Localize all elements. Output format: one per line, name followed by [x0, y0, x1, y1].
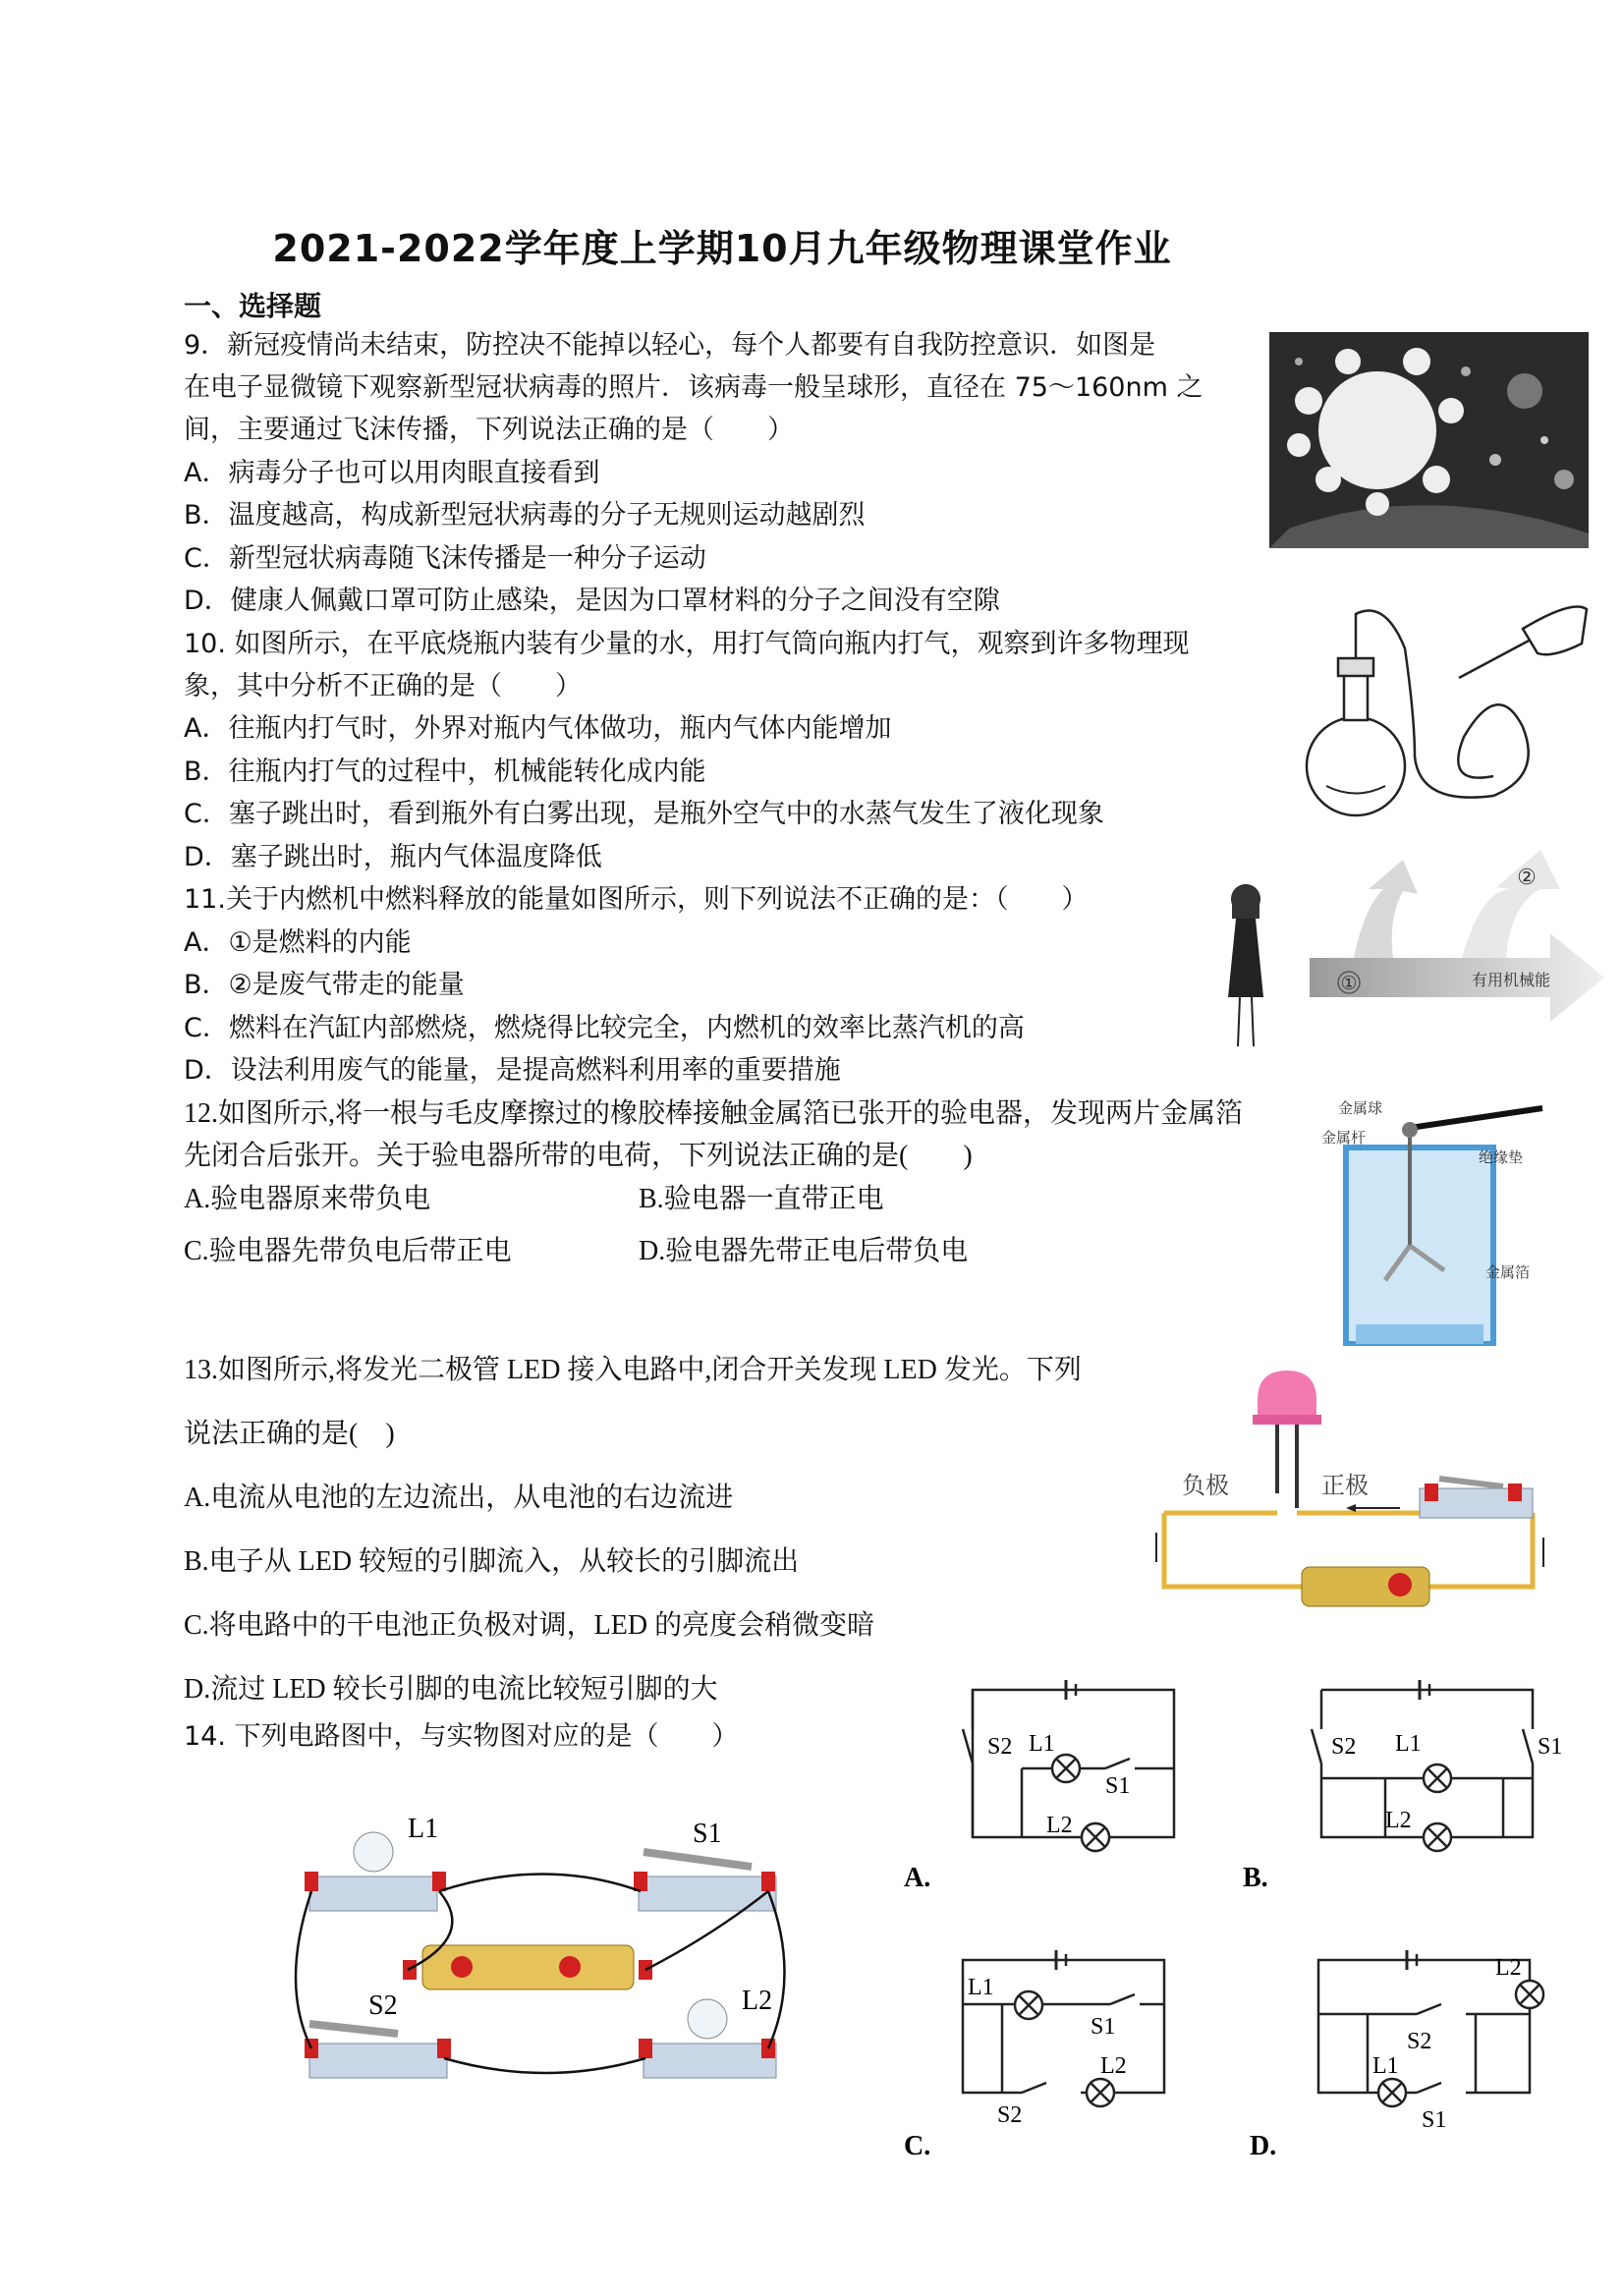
q10-line-1: 10. 如图所示，在平底烧瓶内装有少量的水，用打气筒向瓶内打气，观察到许多物理现: [184, 629, 1190, 659]
q9-line-3: 间，主要通过飞沫传播，下列说法正确的是（ ）: [184, 415, 794, 445]
q11-option-c: C．燃料在汽缸内部燃烧，燃烧得比较完全，内燃机的效率比蒸汽机的高: [184, 1013, 1025, 1043]
q9-option-b: B．温度越高，构成新型冠状病毒的分子无规则运动越剧烈: [184, 500, 866, 531]
choice-a: A.: [904, 1863, 931, 1893]
q10-option-a: A．往瓶内打气时，外界对瓶内气体做功，瓶内气体内能增加: [184, 713, 892, 744]
circuit-c-label-s2: S2: [997, 2102, 1023, 2128]
q14-line-1: 14. 下列电路图中，与实物图对应的是（ ）: [184, 1721, 739, 1752]
label-metal-foil: 金属箔: [1485, 1265, 1531, 1281]
circuit-option-c: [889, 1940, 1194, 2166]
circuit-option-d: [1240, 1940, 1564, 2166]
virus-photo: [1269, 332, 1589, 548]
electroscope-figure: [1316, 1089, 1547, 1346]
q13-option-d: D.流过 LED 较长引脚的电流比较短引脚的大: [184, 1674, 718, 1705]
physical-label-s2: S2: [368, 1990, 398, 2021]
label-negative: 负极: [1182, 1474, 1229, 1499]
q13-option-b: B.电子从 LED 较短的引脚流入，从较长的引脚流出: [184, 1546, 800, 1577]
circuit-d-label-l2: L2: [1495, 1955, 1522, 1981]
q11-option-a: A．①是燃料的内能: [184, 927, 412, 958]
q10-option-d: D．塞子跳出时，瓶内气体温度降低: [184, 842, 602, 872]
circuit-d-label-s1: S1: [1422, 2107, 1447, 2133]
physical-label-l1: L1: [408, 1814, 439, 1844]
q11-option-d: D．设法利用废气的能量，是提高燃料利用率的重要措施: [184, 1055, 841, 1086]
q12-option-b: B.验电器一直带正电: [639, 1184, 884, 1214]
q10-option-b: B．往瓶内打气的过程中，机械能转化成内能: [184, 756, 706, 787]
led-circuit-figure: [1154, 1361, 1557, 1618]
flow-label-2: ②: [1517, 865, 1537, 889]
circuit-b-label-s1: S1: [1538, 1734, 1562, 1760]
circuit-c-label-l1: L1: [968, 1975, 994, 2000]
energy-flow-figure: [1216, 850, 1611, 1061]
circuit-option-b: [1238, 1670, 1562, 1896]
q13-option-c: C.将电路中的干电池正负极对调，LED 的亮度会稍微变暗: [184, 1610, 875, 1641]
q13-line-1: 13.如图所示,将发光二极管 LED 接入电路中,闭合开关发现 LED 发光。下列: [184, 1355, 1082, 1385]
q9-line-1: 9．新冠疫情尚未结束，防控决不能掉以轻心，每个人都要有自我防控意识．如图是: [184, 330, 1156, 361]
physical-circuit-figure: [251, 1808, 801, 2112]
led-icon: [1253, 1371, 1321, 1508]
circuit-a-label-s1: S1: [1105, 1773, 1131, 1799]
girl-icon: [1228, 884, 1263, 1046]
label-metal-rod: 金属杆: [1321, 1131, 1367, 1147]
q11-line-1: 11.关于内燃机中燃料释放的能量如图所示，则下列说法不正确的是：（ ）: [184, 884, 1089, 915]
useful-energy-label: 有用机械能: [1471, 973, 1551, 989]
q9-option-d: D．健康人佩戴口罩可防止感染，是因为口罩材料的分子之间没有空隙: [184, 586, 1000, 616]
q9-option-c: C．新型冠状病毒随飞沫传播是一种分子运动: [184, 543, 706, 574]
q13-line-2: 说法正确的是( ): [184, 1419, 395, 1449]
flask-pump-figure: [1287, 589, 1596, 825]
q10-option-c: C．塞子跳出时，看到瓶外有白雾出现，是瓶外空气中的水蒸气发生了液化现象: [184, 799, 1104, 829]
physical-label-l2: L2: [742, 1986, 773, 2016]
circuit-option-a: [889, 1670, 1203, 1896]
q12-option-d: D.验电器先带正电后带负电: [639, 1236, 969, 1266]
q12-line-1: 12.如图所示,将一根与毛皮摩擦过的橡胶棒接触金属箔已张开的验电器，发现两片金属箔: [184, 1098, 1244, 1129]
q9-line-2: 在电子显微镜下观察新型冠状病毒的照片．该病毒一般呈球形，直径在 75～160nm 之: [184, 372, 1203, 403]
label-insulator-pad: 绝缘垫: [1479, 1150, 1524, 1166]
choice-c: C.: [904, 2131, 931, 2161]
q10-line-2: 象，其中分析不正确的是（ ）: [184, 671, 582, 701]
circuit-a-label-l1: L1: [1029, 1731, 1055, 1757]
q12-line-2: 先闭合后张开。关于验电器所带的电荷，下列说法正确的是( ): [184, 1141, 973, 1171]
q12-option-a: A.验电器原来带负电: [184, 1184, 431, 1214]
choice-d: D.: [1250, 2131, 1277, 2161]
circuit-b-label-l1: L1: [1395, 1731, 1422, 1757]
circuit-a-label-s2: S2: [987, 1734, 1013, 1760]
circuit-b-label-l2: L2: [1385, 1808, 1412, 1833]
circuit-c-label-s1: S1: [1091, 2014, 1116, 2040]
choice-b: B.: [1243, 1863, 1268, 1893]
circuit-d-label-s2: S2: [1407, 2029, 1432, 2054]
label-metal-ball: 金属球: [1338, 1101, 1383, 1117]
page-title: 2021-2022学年度上学期10月九年级物理课堂作业: [272, 227, 1172, 270]
circuit-a-label-l2: L2: [1046, 1813, 1073, 1838]
flow-label-1: ①: [1340, 974, 1358, 994]
circuit-d-label-l1: L1: [1372, 2053, 1399, 2079]
q11-option-b: B．②是废气带走的能量: [184, 970, 465, 1000]
q13-option-a: A.电流从电池的左边流出，从电池的右边流进: [184, 1483, 734, 1513]
circuit-c-label-l2: L2: [1100, 2053, 1127, 2079]
section-heading: 一、选择题: [184, 290, 322, 322]
circuit-b-label-s2: S2: [1331, 1734, 1357, 1760]
label-positive: 正极: [1321, 1474, 1369, 1499]
q12-option-c: C.验电器先带负电后带正电: [184, 1236, 512, 1266]
physical-label-s1: S1: [693, 1819, 722, 1849]
q9-option-a: A．病毒分子也可以用肉眼直接看到: [184, 458, 600, 488]
